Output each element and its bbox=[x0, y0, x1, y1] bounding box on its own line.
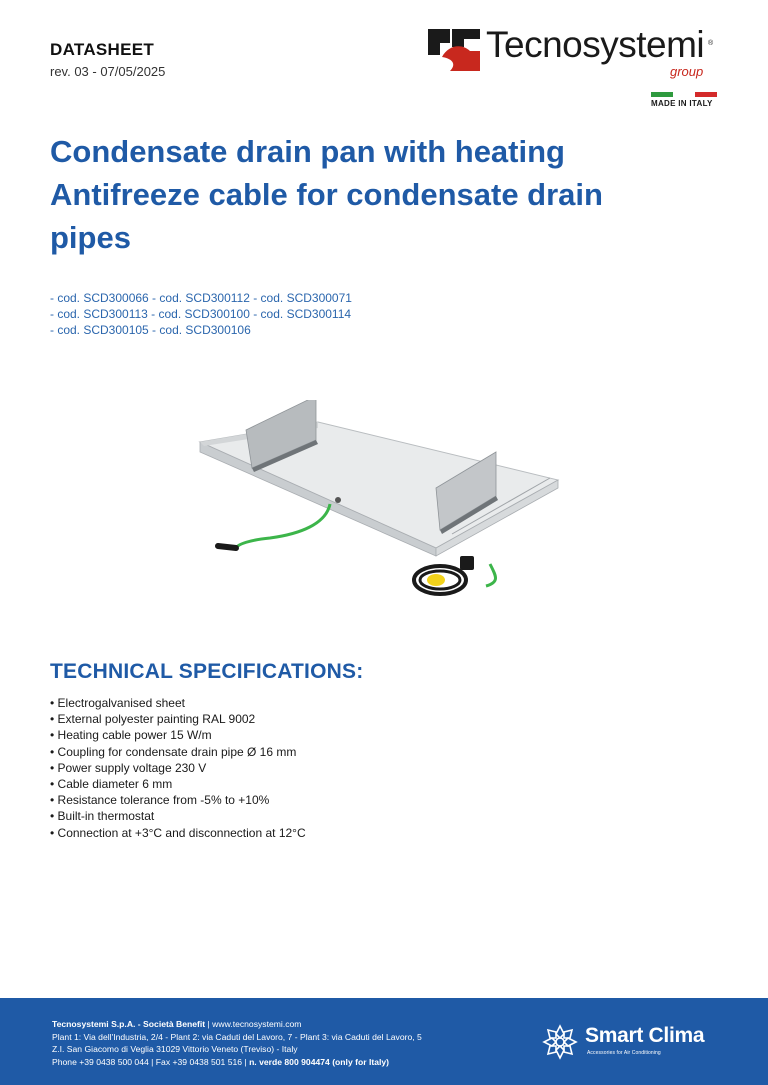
logo-group: group bbox=[670, 64, 704, 79]
doc-revision: rev. 03 - 07/05/2025 bbox=[50, 64, 166, 79]
footer-toll-free: n. verde 800 904474 (only for Italy) bbox=[249, 1056, 390, 1067]
footer-plants: Plant 1: Via dell'Industria, 2/4 - Plant 2: via Caduti del Lavoro, 7 - Plant 3: via Caduti del Lavoro, 5 bbox=[52, 1031, 422, 1042]
page-footer bbox=[0, 998, 768, 1085]
smart-clima-brand: Smart Clima bbox=[585, 1024, 705, 1047]
italian-flag-icon bbox=[651, 92, 717, 97]
footer-company: Tecnosystemi S.p.A. - Società Benefit bbox=[52, 1019, 206, 1029]
code-line: - cod. SCD300105 - cod. SCD300106 bbox=[50, 323, 251, 337]
specs-heading: TECHNICAL SPECIFICATIONS: bbox=[50, 660, 364, 683]
doc-type: DATASHEET bbox=[50, 40, 155, 59]
smart-clima-emblem-icon bbox=[540, 1022, 580, 1062]
code-line: - cod. SCD300066 - cod. SCD300112 - cod. SCD300071 bbox=[50, 291, 352, 305]
spec-item: • Heating cable power 15 W/m bbox=[50, 727, 306, 743]
footer-phone: Phone +39 0438 500 044 bbox=[52, 1056, 149, 1067]
title-line: Condensate drain pan with heating bbox=[50, 134, 565, 169]
drain-pan-product-image bbox=[190, 400, 570, 610]
product-codes bbox=[50, 290, 352, 338]
company-logo bbox=[428, 26, 720, 82]
spec-item: • Electrogalvanised sheet bbox=[50, 695, 306, 711]
made-in-italy: MADE IN ITALY bbox=[651, 99, 713, 108]
footer-contact: Tecnosystemi S.p.A. - Società Benefit | www.tecnosystemi.com Plant 1: Via dell'Industria, 2/4 - Plant 2: via Caduti del Lavoro, 7 - Plant 3: via Caduti del Lavoro, 5 Z.I. San Giacomo di Veglia 31029 Vittorio Veneto (Treviso) - Italy Phone +39 0438 500 044 | Fax +39 0438 501 516 | n. verde 800 904474 (only for Italy) bbox=[52, 1019, 422, 1067]
spec-item: • Cable diameter 6 mm bbox=[50, 776, 306, 792]
code-line: - cod. SCD300113 - cod. SCD300100 - cod. SCD300114 bbox=[50, 307, 352, 321]
spec-item: • External polyester painting RAL 9002 bbox=[50, 711, 306, 727]
logo-wordmark: Tecnosystemi bbox=[486, 24, 705, 65]
footer-website-link[interactable]: www.tecnosystemi.com bbox=[212, 1019, 302, 1029]
spec-item: • Power supply voltage 230 V bbox=[50, 760, 306, 776]
spec-item: • Resistance tolerance from -5% to +10% bbox=[50, 792, 306, 808]
title-line: pipes bbox=[50, 220, 131, 255]
logo-registered-mark: ® bbox=[708, 40, 714, 47]
tecnosystemi-mark-icon bbox=[428, 29, 480, 71]
footer-address: Z.I. San Giacomo di Veglia 31029 Vittorio Veneto (Treviso) - Italy bbox=[52, 1044, 298, 1054]
header-block bbox=[50, 40, 165, 79]
title-line: Antifreeze cable for condensate drain bbox=[50, 177, 603, 212]
spec-item: • Coupling for condensate drain pipe Ø 16 mm bbox=[50, 744, 306, 760]
smart-clima-tagline: Accessories for Air Conditioning bbox=[587, 1050, 661, 1056]
spec-item: • Built-in thermostat bbox=[50, 808, 306, 824]
footer-fax: Fax +39 0438 501 516 bbox=[155, 1056, 243, 1067]
specs-list bbox=[50, 695, 306, 841]
page-title bbox=[50, 130, 730, 259]
spec-item: • Connection at +3°C and disconnection at 12°C bbox=[50, 825, 306, 841]
